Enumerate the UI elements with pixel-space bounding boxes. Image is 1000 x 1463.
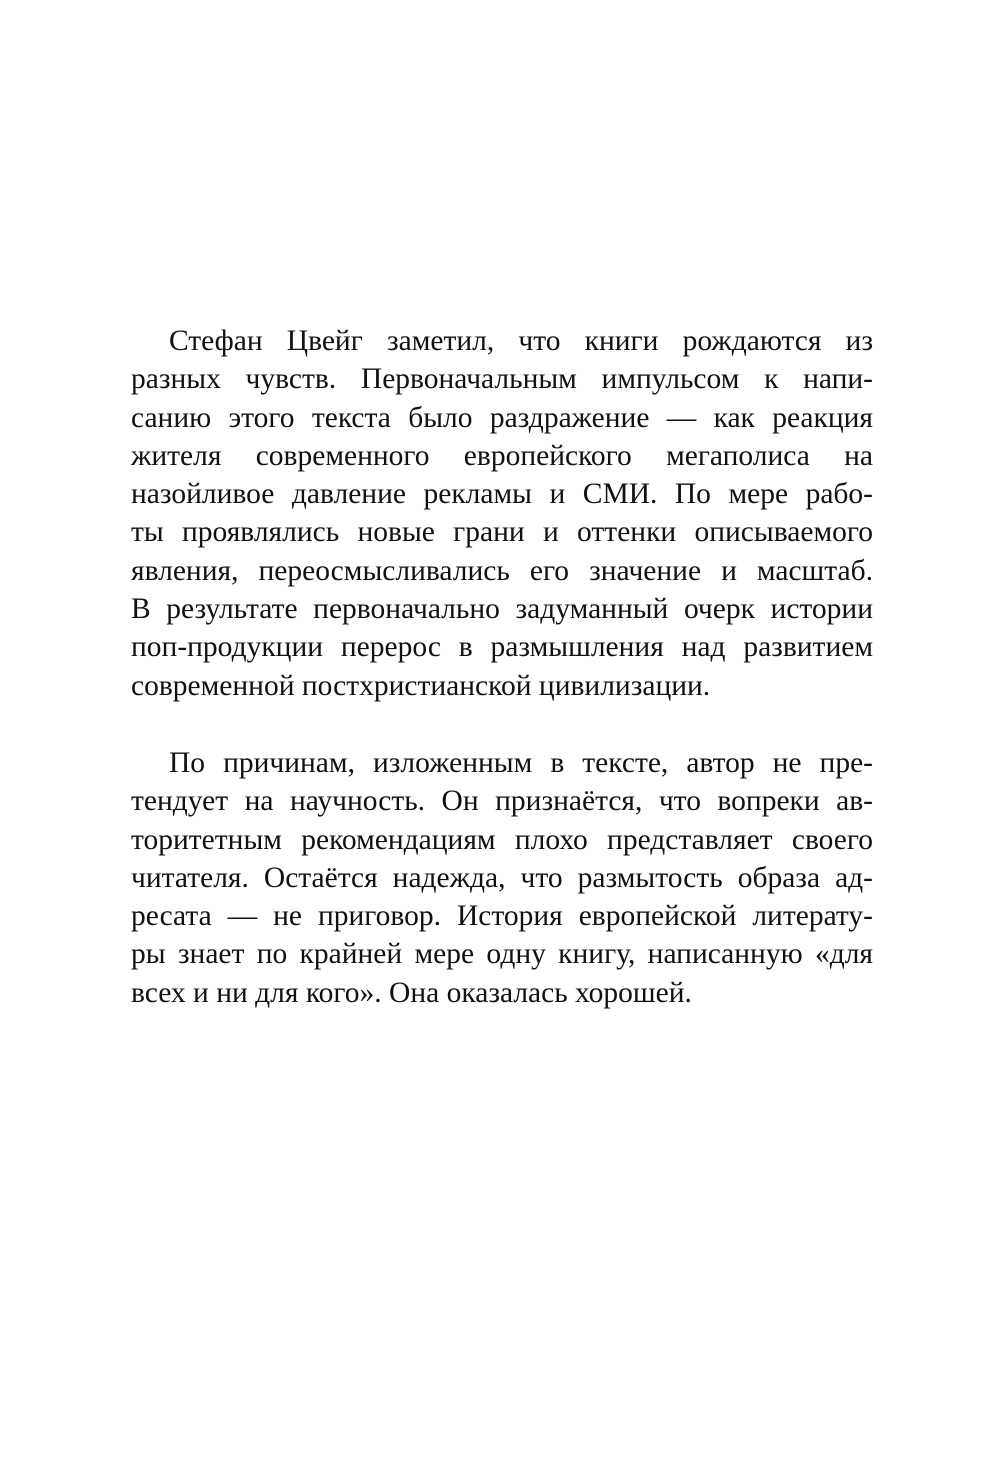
paragraph-line: поп-продукции перерос в размышления над развитием	[131, 631, 873, 664]
paragraph-line: По причинам, изложенным в тексте, автор не пре-	[169, 747, 873, 779]
paragraph-1	[131, 322, 873, 705]
paragraph-line: торитетным рекомендациям плохо представляет своего	[131, 823, 873, 856]
paragraph-line: В результате первоначально задуманный очерк истории	[131, 593, 873, 626]
paragraph-line: современной постхристианской цивилизации.	[131, 669, 711, 702]
paragraph-line: санию этого текста было раздражение — как реакция	[131, 401, 873, 434]
paragraph-line: жителя современного европейского мегаполиса на	[131, 439, 873, 472]
paragraph-line: разных чувств. Первоначальным импульсом к напи-	[131, 363, 873, 396]
paragraph-line: читателя. Остаётся надежда, что размытость образа ад-	[131, 861, 873, 894]
paragraph-line: явления, переосмысливались его значение и масштаб.	[131, 554, 873, 587]
paragraph-line: Стефан Цвейг заметил, что книги рождаются из	[169, 325, 873, 357]
paragraph-line: ресата — не приговор. История европейской литерату-	[131, 900, 873, 933]
paragraph-line: ры знает по крайней мере одну книгу, написанную «для	[131, 938, 873, 971]
paragraph-line: ты проявлялись новые грани и оттенки описываемого	[131, 516, 873, 549]
paragraph-2	[131, 744, 873, 1012]
paragraph-line: тендует на научность. Он признаётся, что вопреки ав-	[131, 785, 873, 818]
paragraph-line: назойливое давление рекламы и СМИ. По мере рабо-	[131, 478, 873, 511]
paragraph-line: всех и ни для кого». Она оказалась хорошей.	[131, 976, 692, 1009]
